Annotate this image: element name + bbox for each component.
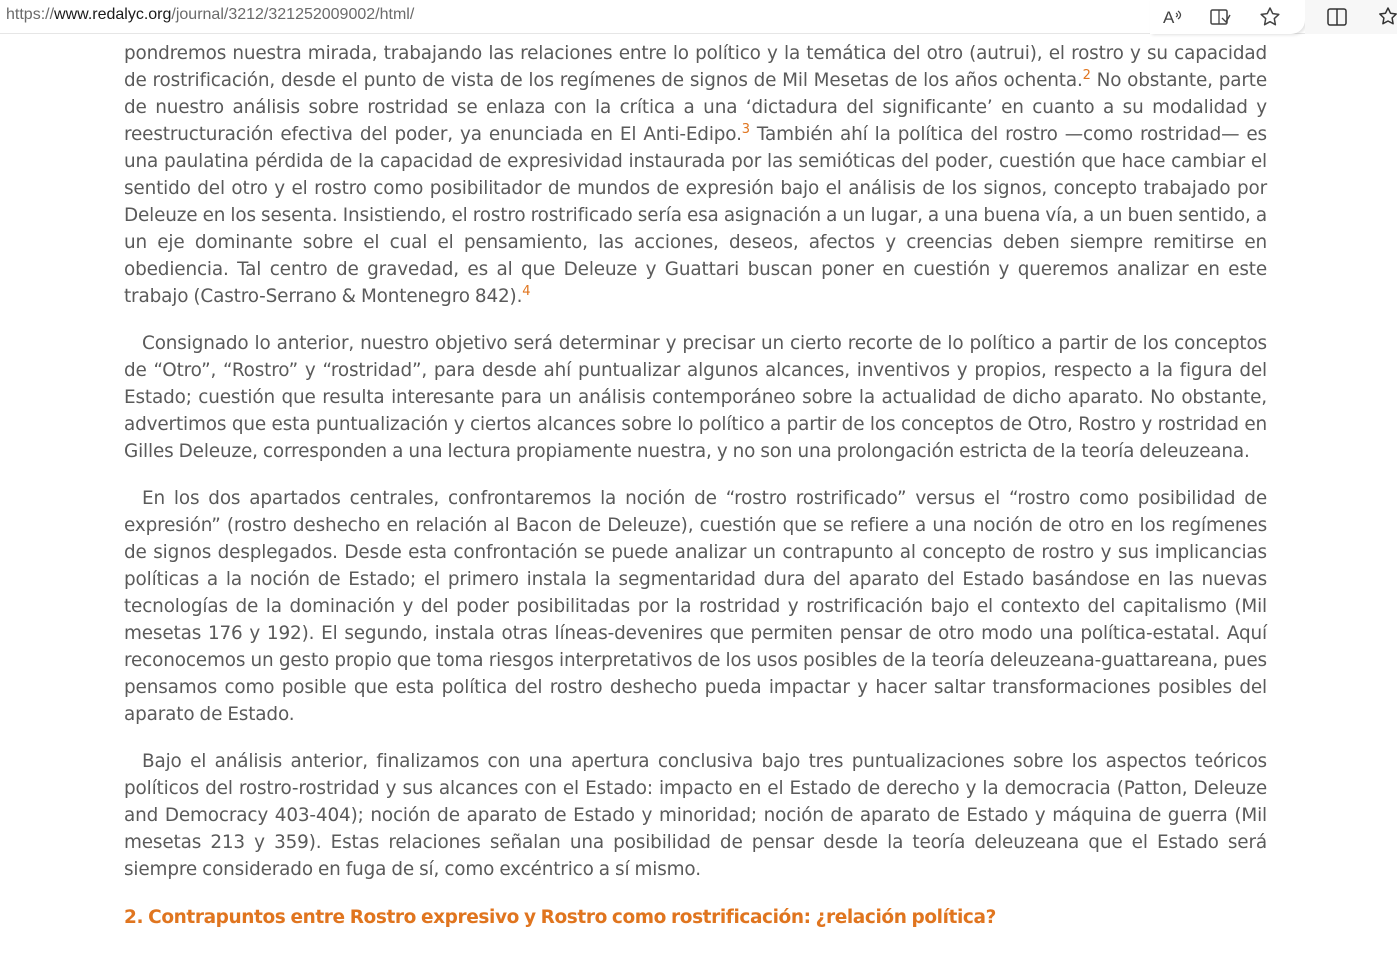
favorites-icon[interactable] bbox=[1377, 5, 1397, 29]
read-aloud-icon[interactable] bbox=[1161, 5, 1185, 29]
favorite-star-icon[interactable] bbox=[1258, 5, 1282, 29]
footnote-link-4[interactable]: 4 bbox=[522, 283, 531, 299]
paragraph-1-text-a: pondremos nuestra mirada, trabajando las relaciones entre lo político y la temática del otro (autrui), el rostro y su capacidad de rostrificación, desde el punto de vista de los regímenes de signos de Mil Mesetas de los años ochenta. bbox=[124, 43, 1267, 91]
paragraph-4: Bajo el análisis anterior, finalizamos con una apertura conclusiva bajo tres puntualizaciones sobre los aspectos teóricos políticos del rostro-rostridad y sus alcances con el Estado: impacto en el Estado de derecho y la democracia (Patton, Deleuze and Democracy 403-404); noción de aparato de Estado y minoridad; noción de aparato de Estado y máquina de guerra (Mil mesetas 213 y 359). Estas relaciones señalan una posibilidad de pensar desde la teoría deleuzeana que el Estado será siempre considerado en fuga de sí, como excéntrico a sí mismo. bbox=[124, 751, 1267, 880]
split-screen-icon[interactable] bbox=[1325, 5, 1349, 29]
article-body bbox=[124, 40, 1267, 931]
address-bar-actions bbox=[1150, 0, 1305, 34]
paragraph-3: En los dos apartados centrales, confrontaremos la noción de “rostro rostrificado” versus el “rostro como posibilidad de expresión” (rostro deshecho en relación al Bacon de Deleuze), cuestión que se refiere a una noción de otro en los regímenes de signos desplegados. Desde esta confrontación se puede analizar un contrapunto al concepto de rostro y sus implicancias políticas a la noción de Estado; el primero instala la segmentaridad dura del aparato del Estado basándose en las nuevas tecnologías de la dominación y del poder posibilitadas por la rostridad y rostrificación bajo el contexto del capitalismo (Mil mesetas 176 y 192). El segundo, instala otras líneas-devenires que permiten pensar de otro modo una política-estatal. Aquí reconocemos un gesto propio que toma riesgos interpretativos de los usos posibles de la teoría deleuzeana-guattareana, pues pensamos como posible que esta política del rostro deshecho pueda impactar y hacer saltar transformaciones posibles del aparato de Estado. bbox=[124, 488, 1267, 725]
paragraph-1-text-c: También ahí la política del rostro —como rostridad— es una paulatina pérdida de la capacidad de expresividad instaurada por las semióticas del poder, cuestión que hace cambiar el sentido del otro y el rostro como posibilitador de mundos de expresión bajo el análisis de los signos, concepto trabajado por Deleuze en los sesenta. Insistiendo, el rostro rostrificado sería esa asignación a un lugar, a una buena vía, a un buen sentido, a un eje dominante sobre el cual el pensamiento, las acciones, deseos, afectos y creencias deben siempre remitirse en obediencia. Tal centro de gravedad, es al que Deleuze y Guattari buscan poner en cuestión y queremos analizar en este trabajo (Castro-Serrano & Montenegro 842). bbox=[124, 124, 1267, 307]
url-text[interactable] bbox=[6, 6, 414, 24]
browser-toolbar-right bbox=[1305, 0, 1397, 34]
url-host: www.redalyc.org bbox=[54, 6, 172, 23]
svg-text:A: A bbox=[1163, 8, 1175, 27]
section-heading: 2. Contrapuntos entre Rostro expresivo y Rostro como rostrificación: ¿relación política? bbox=[124, 907, 996, 928]
footnote-link-3[interactable]: 3 bbox=[741, 121, 750, 137]
immersive-reader-icon[interactable] bbox=[1208, 5, 1232, 29]
paragraph-2: Consignado lo anterior, nuestro objetivo será determinar y precisar un cierto recorte de lo político a partir de los conceptos de “Otro”, “Rostro” y “rostridad”, para desde ahí puntualizar algunos alcances, inventivos y propios, respecto a la figura del Estado; cuestión que resulta interesante para un análisis contemporáneo sobre la actualidad de dicho aparato. No obstante, advertimos que esta puntualización y ciertos alcances sobre lo político a partir de los conceptos de Otro, Rostro y rostridad en Gilles Deleuze, corresponden a una lectura propiamente nuestra, y no son una prolongación estricta de la teoría deleuzeana. bbox=[124, 333, 1267, 462]
paragraph-1-text-b: No obstante, parte de nuestro análisis sobre rostridad se enlaza con la crítica a una ‘dictadura del significante’ en cuanto a su modalidad y reestructuración efectiva del poder, ya enunciada en El Anti-Edipo. bbox=[124, 70, 1267, 145]
footnote-link-2[interactable]: 2 bbox=[1082, 67, 1091, 83]
url-prefix: https:// bbox=[6, 6, 55, 23]
url-path: /journal/3212/321252009002/html/ bbox=[171, 6, 415, 23]
paragraph-1 bbox=[124, 40, 1267, 310]
